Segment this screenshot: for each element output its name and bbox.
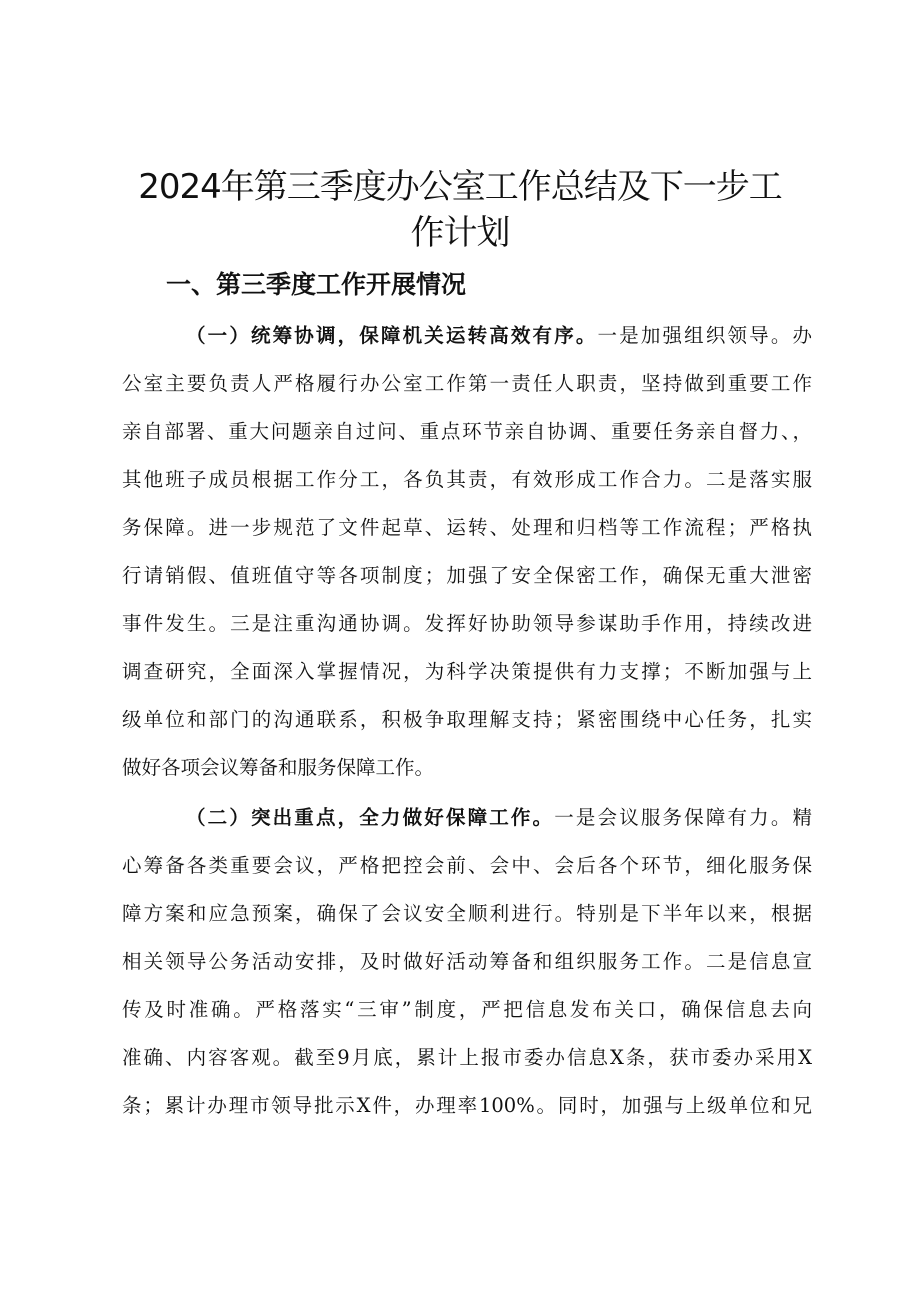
paragraph-2-line-3: 障方案和应急预案，确保了会议安全顺利进行。特别是下半年以来，根据 xyxy=(122,902,812,925)
paragraph-1-line-4: 其他班子成员根据工作分工，各负其责，有效形成工作合力。二是落实服 xyxy=(122,468,812,491)
paragraph-2-line-1 xyxy=(186,793,812,843)
paragraph-2-line-5: 传及时准确。严格落实“三审”制度，严把信息发布关口，确保信息去向 xyxy=(122,998,812,1021)
paragraph-1-line-6: 行请销假、值班值守等各项制度；加强了安全保密工作，确保无重大泄密 xyxy=(122,564,812,587)
paragraph-1-line-8: 调查研究，全面深入掌握情况，为科学决策提供有力支撑；不断加强与上 xyxy=(122,660,812,683)
paragraph-2-line-4: 相关领导公务活动安排，及时做好活动筹备和组织服务工作。二是信息宣 xyxy=(122,950,812,973)
paragraph-2-line-7: 条；累计办理市领导批示X件，办理率100%。同时，加强与上级单位和兄 xyxy=(122,1094,812,1117)
document-title-line-1: 2024年第三季度办公室工作总结及下一步工 xyxy=(138,167,782,207)
paragraph-1-line-9: 级单位和部门的沟通联系，积极争取理解支持；紧密围绕中心任务，扎实 xyxy=(122,708,812,731)
paragraph-2-line-1-text: 一是会议服务保障有力。精 xyxy=(554,806,812,829)
paragraph-2-line-2: 心筹备各类重要会议，严格把控会前、会中、会后各个环节，细化服务保 xyxy=(122,854,812,877)
paragraph-1-lead: （一）统筹协调，保障机关运转高效有序。 xyxy=(186,324,598,347)
paragraph-1-line-7: 事件发生。三是注重沟通协调。发挥好协助领导参谋助手作用，持续改进 xyxy=(122,612,812,635)
section-heading-1: 一、第三季度工作开展情况 xyxy=(166,270,467,299)
paragraph-1-line-3: 亲自部署、重大问题亲自过问、重点环节亲自协调、重要任务亲自督力、， xyxy=(122,420,812,443)
paragraph-1-line-5: 务保障。进一步规范了文件起草、运转、处理和归档等工作流程；严格执 xyxy=(122,516,812,539)
paragraph-1-line-10: 做好各项会议筹备和服务保障工作。 xyxy=(122,756,435,779)
paragraph-1-line-2: 公室主要负责人严格履行办公室工作第一责任人职责，坚持做到重要工作 xyxy=(122,372,812,395)
paragraph-1-line-1-text: 一是加强组织领导。办 xyxy=(597,324,812,347)
paragraph-1-line-1 xyxy=(186,311,812,361)
paragraph-2-lead: （二）突出重点，全力做好保障工作。 xyxy=(186,806,555,829)
paragraph-2-line-6: 准确、内容客观。截至9月底，累计上报市委办信息X条，获市委办采用X xyxy=(122,1046,812,1069)
document-title-line-2: 作计划 xyxy=(410,213,510,253)
